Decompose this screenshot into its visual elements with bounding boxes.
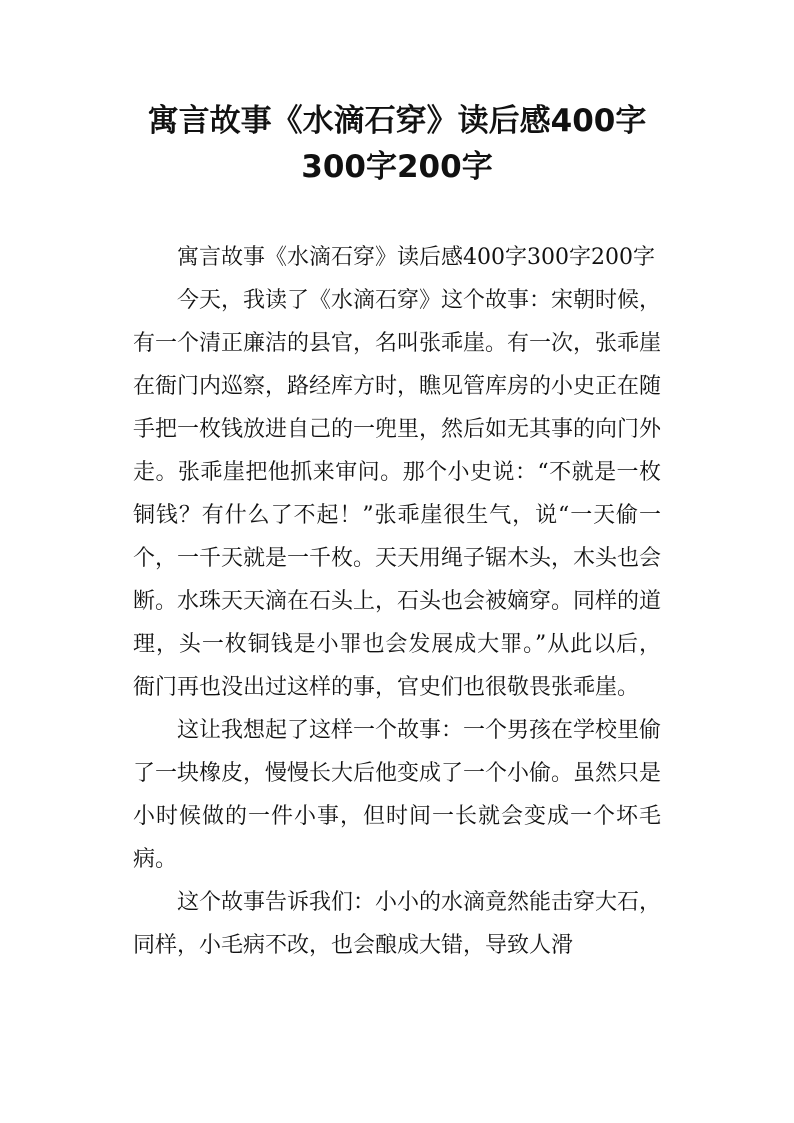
paragraph-lesson: 这个故事告诉我们：小小的水滴竟然能击穿大石，同样，小毛病不改，也会酿成大错，导致人滑	[133, 890, 662, 958]
document-body	[133, 236, 661, 967]
paragraph-reflection: 这让我想起了这样一个故事：一个男孩在学校里偷了一块橡皮，慢慢长大后他变成了一个小偷。虽然只是小时候做的一件小事，但时间一长就会变成一个坏毛病。	[133, 718, 662, 872]
paragraph-subtitle: 寓言故事《水滴石穿》读后感400字300字200字	[177, 245, 655, 270]
document-title: 寓言故事《水滴石穿》读后感400字300字200字	[147, 103, 647, 185]
paragraph-story: 今天，我读了《水滴石穿》这个故事：宋朝时候，有一个清正廉洁的县官，名叫张乖崖。有一次，张乖崖在衙门内巡察，路经库方时，瞧见管库房的小史正在随手把一枚钱放进自己的一兜里，然后如无其事的向门外走。张乖崖把他抓来审问。那个小史说：“不就是一枚铜钱？有什么了不起！”张乖崖很生气，说“一天偷一个，一千天就是一千枚。天天用绳子锯木头，木头也会断。水珠天天滴在石头上，石头也会被嫡穿。同样的道理，头一枚铜钱是小罪也会发展成大罪。”从此以后，衙门再也没出过这样的事，官史们也很敬畏张乖崖。	[133, 288, 662, 700]
